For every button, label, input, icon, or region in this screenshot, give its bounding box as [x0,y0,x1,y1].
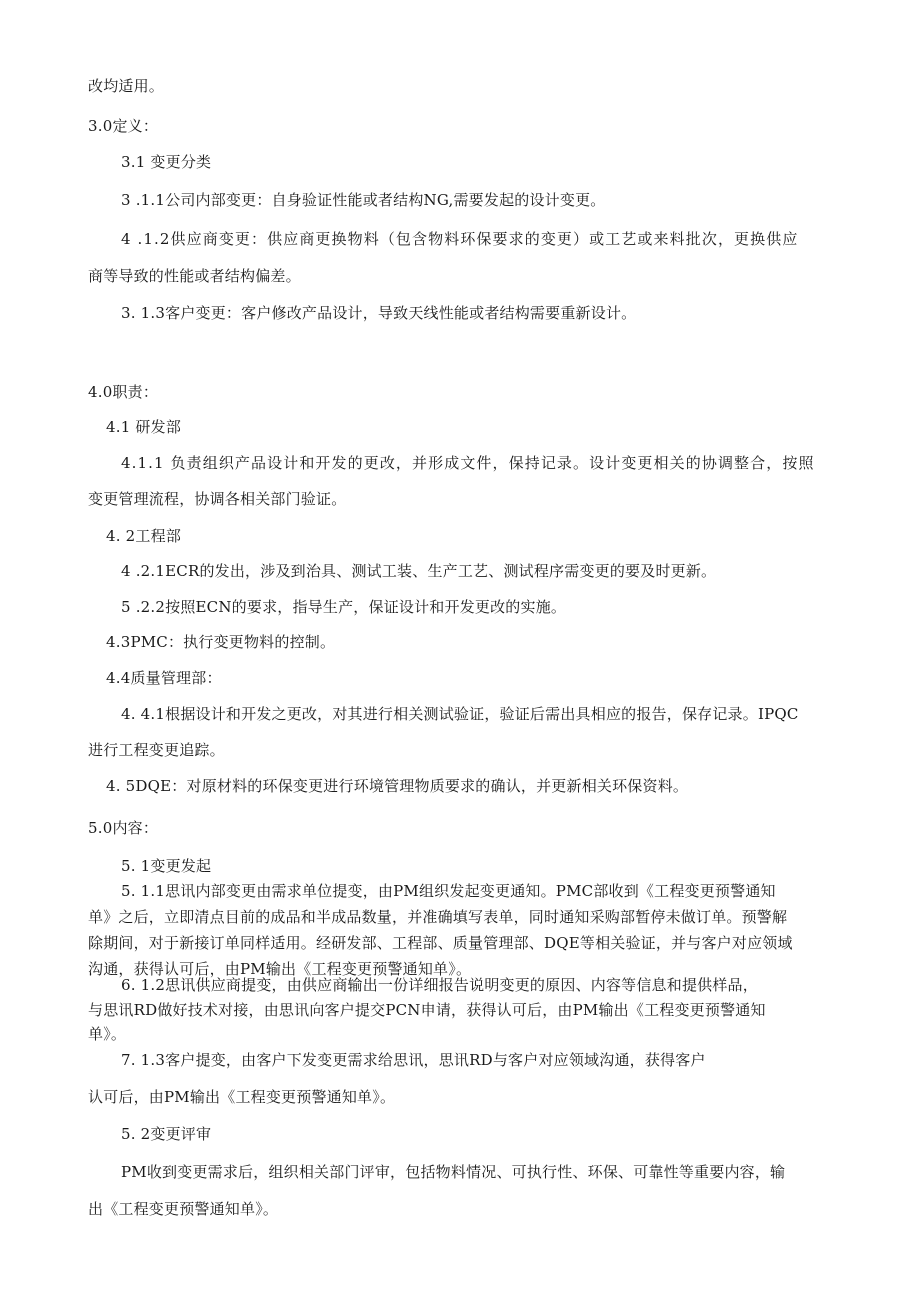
text-line: PM收到变更需求后，组织相关部门评审，包括物料情况、可执行性、环保、可靠性等重要内容，输 [121,1163,786,1181]
subsection-heading: 4.4质量管理部： [106,669,222,687]
text-line: 出《工程变更预警通知单》。 [88,1200,279,1218]
section-heading-contents: 5.0内容： [88,819,159,837]
text-line: 除期间，对于新接订单同样适用。经研发部、工程部、质量管理部、DQE等相关验证，并与客户对应领域 [88,934,793,952]
text-line: 4. 4.1根据设计和开发之更改，对其进行相关测试验证，验证后需出具相应的报告，保存记录。IPQC [121,705,799,723]
text-line: 3. 1.3客户变更：客户修改产品设计，导致天线性能或者结构需要重新设计。 [121,304,637,322]
text-line: 认可后，由PM输出《工程变更预警通知单》。 [88,1088,396,1106]
text-line: 商等导致的性能或者结构偏差。 [88,267,301,285]
text-line: 7. 1.3客户提变，由客户下发变更需求给思讯，思讯RD与客户对应领域沟通，获得客户 [121,1051,706,1069]
text-line: 沟通，获得认可后，由PM输出《工程变更预警通知单》。 [88,960,472,978]
text-line: 5. 1.1思讯内部变更由需求单位提变，由PM组织发起变更通知。PMC部收到《工程变更预警通知 [121,882,776,900]
text-line: 6. 1.2思讯供应商提变，由供应商输出一份详细报告说明变更的原因、内容等信息和提供样品， [121,976,758,994]
section-heading-responsibilities: 4.0职责： [88,383,159,401]
text-line: 改均适用。 [88,77,165,95]
subsection-heading: 4. 2工程部 [106,527,182,545]
text-line: 与思讯RD做好技术对接，由思讯向客户提交PCN申请，获得认可后，由PM输出《工程变更预警通知 [88,1001,766,1019]
text-line: 4 .2.1ECR的发出，涉及到治具、测试工装、生产工艺、测试程序需变更的要及时更新。 [121,562,717,580]
text-line: 变更管理流程，协调各相关部门验证。 [88,490,347,508]
subsection-heading: 3.1 变更分类 [121,153,212,171]
text-line: 5 .2.2按照ECN的要求，指导生产，保证设计和开发更改的实施。 [121,598,567,616]
section-heading-definitions: 3.0定义： [88,117,159,135]
text-line: 单》。 [88,1025,127,1043]
text-line: 单》之后，立即清点目前的成品和半成品数量，并准确填写表单，同时通知采购部暂停未做订单。预警解 [88,908,788,926]
subsection-heading: 5. 1变更发起 [121,857,212,875]
text-line: 3 .1.1公司内部变更：自身验证性能或者结构NG,需要发起的设计变更。 [121,191,606,209]
subsection-heading: 4.3PMC：执行变更物料的控制。 [106,633,336,651]
text-line: 4. 5DQE：对原材料的环保变更进行环境管理物质要求的确认，并更新相关环保资料。 [106,777,689,795]
subsection-heading: 5. 2变更评审 [121,1125,212,1143]
subsection-heading: 4.1 研发部 [106,418,182,436]
text-line: 进行工程变更追踪。 [88,741,225,759]
text-line: 4 .1.2供应商变更：供应商更换物料（包含物料环保要求的变更）或工艺或来料批次，更换供应 [121,230,799,248]
text-line: 4.1.1 负责组织产品设计和开发的更改，并形成文件，保持记录。设计变更相关的协调整合，按照 [121,454,815,472]
